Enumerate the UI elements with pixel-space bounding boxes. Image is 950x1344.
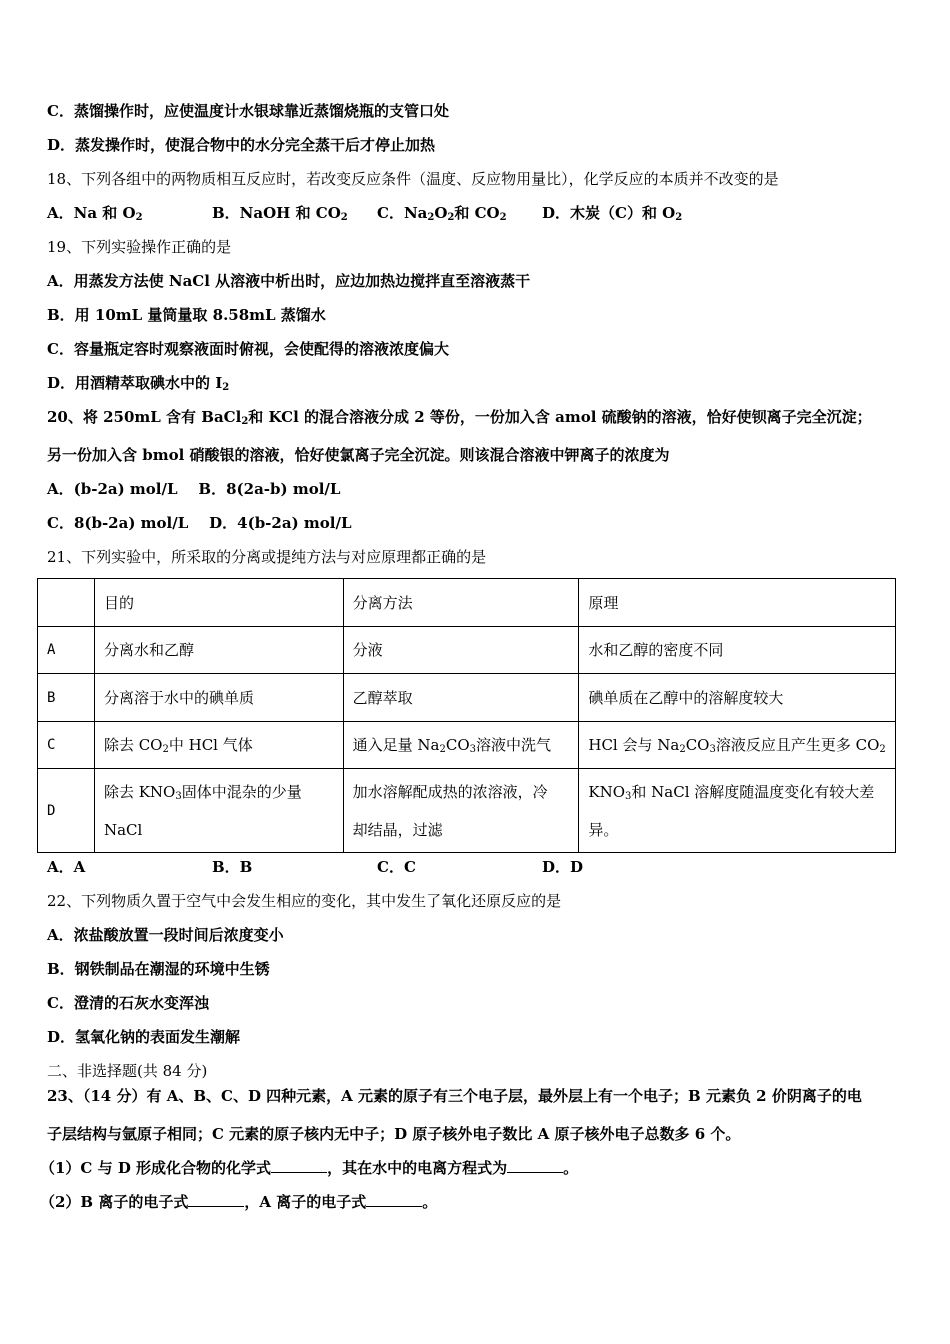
q18-option-b: B．NaOH 和 $CO_2$ [212, 204, 348, 223]
q17-option-c: C．蒸馏操作时，应使温度计水银球靠近蒸馏烧瓶的支管口处 [47, 102, 449, 120]
answer-blank[interactable] [507, 1158, 563, 1173]
q21-option-c: C．C [377, 858, 416, 876]
answer-blank[interactable] [188, 1192, 244, 1207]
q23-stem-line1: 23、（14 分）有 A、B、C、D 四种元素，A 元素的原子有三个电子层，最外层上有一个电子；B 元素负 2 价阴离子的电 [47, 1087, 862, 1105]
q18-options [47, 203, 682, 223]
answer-blank[interactable] [271, 1158, 327, 1173]
q17-option-d: D．蒸发操作时，使混合物中的水分完全蒸干后才停止加热 [47, 136, 436, 154]
q19-option-d: D．用酒精萃取碘水中的 $I_2$ [47, 374, 230, 393]
q20-stem-line1: 20、将 250mL 含有 BaCl$_2$和 KCl 的混合溶液分成 2 等份，一份加入含 amol 硫酸钠的溶液，恰好使钡离子完全沉淀； [47, 408, 872, 427]
row-purpose: 除去 $KNO_3$固体中混杂的少量 NaCl [94, 769, 343, 853]
q23-part1: （1）C 与 D 形成化合物的化学式 ，其在水中的电离方程式为 。 [40, 1159, 579, 1177]
row-principle: 水和乙醇的密度不同 [579, 627, 896, 674]
header-cell-purpose: 目的 [94, 579, 343, 627]
q21-option-d: D．D [542, 858, 584, 876]
header-cell-method: 分离方法 [343, 579, 579, 627]
q19-stem: 19、下列实验操作正确的是 [47, 238, 232, 256]
q21-table [37, 578, 896, 853]
q22-stem: 22、下列物质久置于空气中会发生相应的变化，其中发生了氧化还原反应的是 [47, 892, 562, 910]
q19-option-a: A．用蒸发方法使 NaCl 从溶液中析出时，应边加热边搅拌直至溶液蒸干 [47, 272, 531, 290]
header-cell-principle: 原理 [579, 579, 896, 627]
q21-stem: 21、下列实验中，所采取的分离或提纯方法与对应原理都正确的是 [47, 548, 487, 566]
table-row [38, 627, 896, 674]
q20-option-c: C．8(b-2a) mol/L [47, 514, 189, 532]
row-purpose: 分离溶于水中的碘单质 [94, 674, 343, 722]
section-title: 二、非选择题(共 84 分) [47, 1062, 208, 1080]
q20-options-ab [47, 479, 340, 499]
row-method: 通入足量 $Na_2CO_3$溶液中洗气 [343, 722, 579, 769]
q21-option-b: B．B [212, 858, 253, 876]
row-purpose: 除去 $CO_2$中 HCl 气体 [94, 722, 343, 769]
row-principle: HCl 会与 $Na_2CO_3$溶液反应且产生更多 $CO_2$ [579, 722, 896, 769]
row-method: 分液 [343, 627, 579, 674]
row-purpose: 分离水和乙醇 [94, 627, 343, 674]
q20-options-cd [47, 513, 352, 533]
q23-stem-line2: 子层结构与氩原子相同；C 元素的原子核内无中子；D 原子核外电子数比 A 原子核外电子总数多 6 个。 [47, 1125, 741, 1143]
table-row [38, 769, 896, 853]
q18-stem: 18、下列各组中的两物质相互反应时，若改变反应条件（温度、反应物用量比），化学反应的本质并不改变的是 [47, 170, 779, 188]
q18-option-c: C．$Na_2O_2$和 $CO_2$ [377, 204, 507, 223]
row-label: C [38, 722, 95, 769]
q22-option-d: D．氢氧化钠的表面发生潮解 [47, 1028, 241, 1046]
row-label: B [38, 674, 95, 722]
q21-option-a: A．A [47, 858, 86, 876]
row-principle: $KNO_3$和 NaCl 溶解度随温度变化有较大差 异。 [579, 769, 896, 853]
q23-part2: （2）B 离子的电子式 ，A 离子的电子式 。 [40, 1193, 438, 1211]
q21-options [47, 857, 583, 877]
q18-option-d: D．木炭（C）和 $O_2$ [542, 204, 683, 223]
q20-option-d: D．4(b-2a) mol/L [209, 514, 352, 532]
q19-option-b: B．用 10mL 量筒量取 8.58mL 蒸馏水 [47, 306, 326, 324]
q19-option-c: C．容量瓶定容时观察液面时俯视，会使配得的溶液浓度偏大 [47, 340, 449, 358]
table-header-row [38, 579, 896, 627]
q22-option-b: B．钢铁制品在潮湿的环境中生锈 [47, 960, 270, 978]
q22-option-a: A．浓盐酸放置一段时间后浓度变小 [47, 926, 284, 944]
row-method: 乙醇萃取 [343, 674, 579, 722]
q18-option-a: A．Na 和 $O_2$ [47, 204, 143, 223]
q22-option-c: C．澄清的石灰水变浑浊 [47, 994, 209, 1012]
header-cell-blank [38, 579, 95, 627]
table-row [38, 674, 896, 722]
row-principle: 碘单质在乙醇中的溶解度较大 [579, 674, 896, 722]
row-label: D [38, 769, 95, 853]
row-method: 加水溶解配成热的浓溶液，冷 却结晶，过滤 [343, 769, 579, 853]
q20-option-b: B．8(2a-b) mol/L [198, 480, 341, 498]
row-label: A [38, 627, 95, 674]
answer-blank[interactable] [366, 1192, 422, 1207]
q20-stem-line2: 另一份加入含 bmol 硝酸银的溶液，恰好使氯离子完全沉淀。则该混合溶液中钾离子的浓度为 [47, 446, 670, 464]
q20-option-a: A．(b-2a) mol/L [47, 480, 178, 498]
table-row [38, 722, 896, 769]
